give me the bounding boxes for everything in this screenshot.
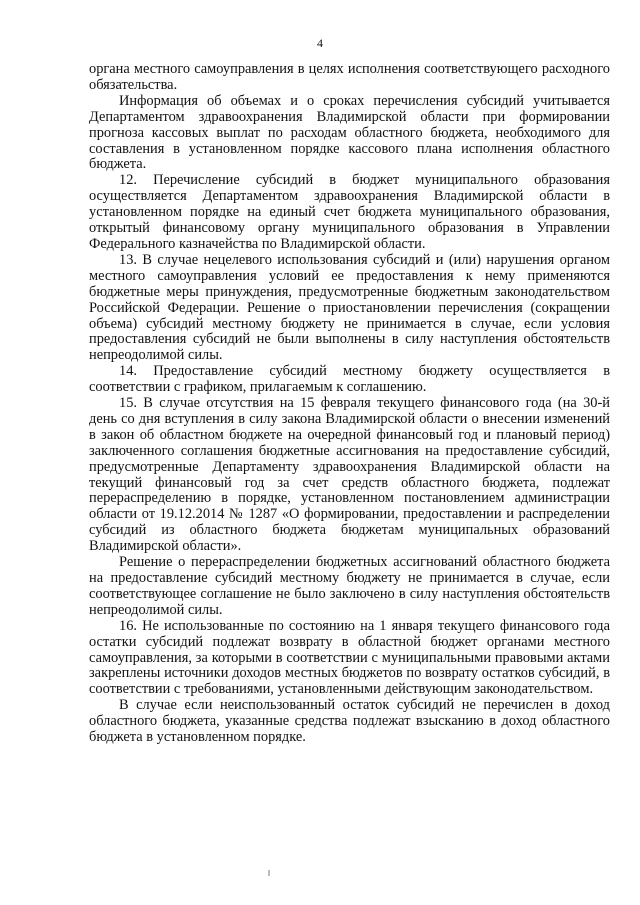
paragraph-unused-balance: В случае если неиспользованный остаток субсидий не перечислен в доход областного бюджета, указанные средства подлежат взысканию в доход областного бюджета в установленном порядке. bbox=[89, 697, 610, 746]
paragraph-12: 12. Перечисление субсидий в бюджет муниципального образования осуществляется Департаментом здравоохранения Владимирской области в установленном порядке на единый счет бюджета муниципального образования, открытый финансовому органу муниципального образования в Управлении Федерального казначейства по Владимирской области. bbox=[89, 172, 610, 252]
paragraph-15: 15. В случае отсутствия на 15 февраля текущего финансового года (на 30-й день со дня вступления в силу закона Владимирской области о внесении изменений в закон об областном бюджете на очередной финансовый год и плановый период) заключенного соглашения бюджетные ассигнования на предоставление субсидий, предусмотренные Департаменту здравоохранения Владимирской области на текущий финансовый год за счет средств областного бюджета, подлежат перераспределению в порядке, установленном постановлением администрации области от 19.12.2014 № 1287 «О формировании, предоставлении и распределении субсидий из областного бюджета бюджетам муниципальных образований Владимирской области». bbox=[89, 395, 610, 555]
paragraph-16: 16. Не использованные по состоянию на 1 января текущего финансового года остатки субсидий подлежат возврату в областной бюджет органами местного самоуправления, за которыми в соответствии с муниципальными правовыми актами закреплены источники доходов местных бюджетов по возврату остатков субсидий, в соответствии с требованиями, установленными действующим законодательством. bbox=[89, 617, 610, 698]
scan-artifact-mark bbox=[268, 870, 270, 876]
paragraph-redistribution-decision: Решение о перераспределении бюджетных ассигнований областного бюджета на предоставление субсидий местному бюджету не принимается в случае, если соответствующее соглашение не было заключено в силу наступления обстоятельств непреодолимой силы. bbox=[89, 554, 610, 618]
paragraph-13: 13. В случае нецелевого использования субсидий и (или) нарушения органом местного самоуправления условий ее предоставления к нему применяются бюджетные меры принуждения, предусмотренные бюджетным законодательством Российской Федерации. Решение о приостановлении перечисления (сокращении объема) субсидий местному бюджету не принимается в случае, если условия предоставления субсидий не были выполнены в силу наступления обстоятельств непреодолимой силы. bbox=[89, 251, 610, 364]
paragraph-info-volumes: Информация об объемах и о сроках перечисления субсидий учитывается Департаментом здравоохранения Владимирской области при формировании прогноза кассовых выплат по расходам областного бюджета, необходимого для составления в установленном порядке кассового плана исполнения областного бюджета. bbox=[89, 92, 610, 173]
page-number: 4 bbox=[317, 36, 323, 50]
paragraph-14: 14. Предоставление субсидий местному бюджету осуществляется в соответствии с графиком, прилагаемым к соглашению. bbox=[89, 363, 610, 396]
document-body bbox=[89, 62, 610, 746]
paragraph-continuation: органа местного самоуправления в целях исполнения соответствующего расходного обязательства. bbox=[89, 61, 610, 93]
